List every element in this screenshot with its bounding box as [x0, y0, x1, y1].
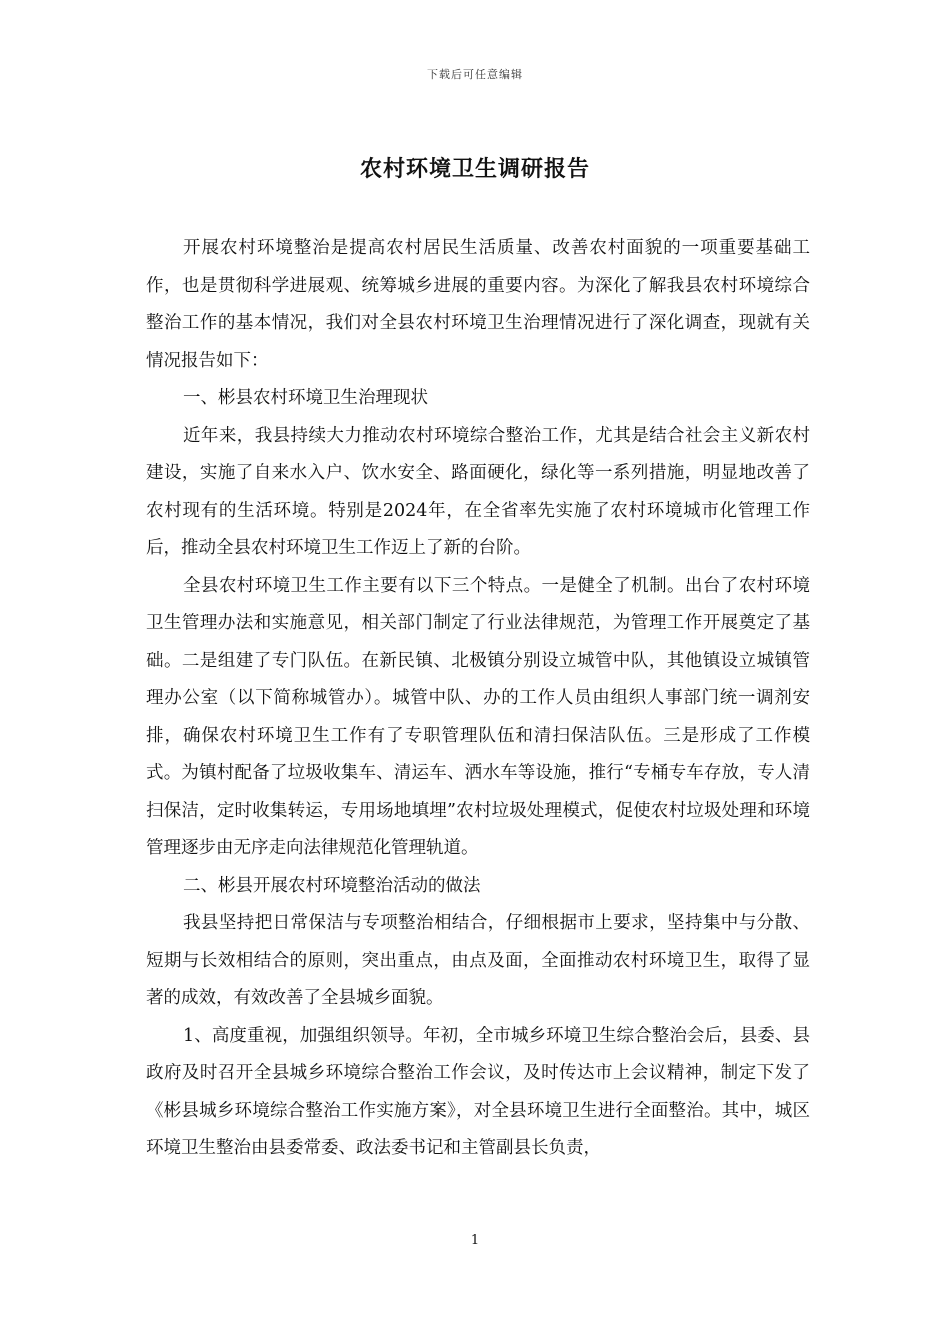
body-paragraph: 1、高度重视，加强组织领导。年初，全市城乡环境卫生综合整治会后，县委、县政府及时召开全县城乡环境综合整治工作会议，及时传达市上会议精神，制定下发了《彬县城乡环境综合整治工作实施方案》，对全县环境卫生进行全面整治。其中，城区环境卫生整治由县委常委、政法委书记和主管副县长负责， [146, 1025, 810, 1158]
header-note: 下载后可任意编辑 [427, 68, 523, 81]
section-heading-2: 二、彬县开展农村环境整治活动的做法 [183, 875, 481, 896]
body-paragraph: 近年来，我县持续大力推动农村环境综合整治工作，尤其是结合社会主义新农村建设，实施了自来水入户、饮水安全、路面硬化，绿化等一系列措施，明显地改善了农村现有的生活环境。特别是2024年，在全省率先实施了农村环境城市化管理工作后，推动全县农村环境卫生工作迈上了新的台阶。 [146, 425, 810, 558]
section-heading-1: 一、彬县农村环境卫生治理现状 [183, 388, 428, 408]
document-title: 农村环境卫生调研报告 [359, 156, 590, 182]
document-body [146, 230, 810, 1168]
page-number: 1 [470, 1233, 480, 1248]
intro-paragraph: 开展农村环境整治是提高农村居民生活质量、改善农村面貌的一项重要基础工作，也是贯彻科学进展观、统筹城乡进展的重要内容。为深化了解我县农村环境综合整治工作的基本情况，我们对全县农村环境卫生治理情况进行了深化调查，现就有关情况报告如下： [146, 238, 810, 371]
body-paragraph: 我县坚持把日常保洁与专项整治相结合，仔细根据市上要求，坚持集中与分散、短期与长效相结合的原则，突出重点，由点及面，全面推动农村环境卫生，取得了显著的成效，有效改善了全县城乡面貌。 [146, 913, 810, 1008]
body-paragraph: 全县农村环境卫生工作主要有以下三个特点。一是健全了机制。出台了农村环境卫生管理办法和实施意见，相关部门制定了行业法律规范，为管理工作开展奠定了基础。二是组建了专门队伍。在新民镇、北极镇分别设立城管中队，其他镇设立城镇管理办公室（以下简称城管办）。城管中队、办的工作人员由组织人事部门统一调剂安排，确保农村环境卫生工作有了专职管理队伍和清扫保洁队伍。三是形成了工作模式。为镇村配备了垃圾收集车、清运车、洒水车等设施，推行“专桶专车存放，专人清扫保洁，定时收集转运，专用场地填埋”农村垃圾处理模式，促使农村垃圾处理和环境管理逐步由无序走向法律规范化管理轨道。 [146, 575, 810, 858]
